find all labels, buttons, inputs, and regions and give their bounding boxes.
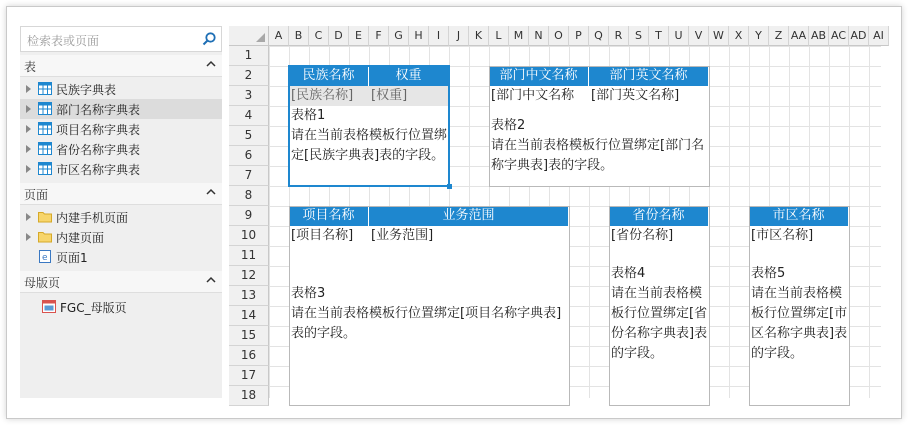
search-input[interactable]: 检索表或页面: [27, 34, 100, 48]
section-pages-header[interactable]: [20, 183, 222, 205]
t2-header-cell[interactable]: 部门中文名称: [489, 66, 589, 86]
column-header[interactable]: K: [469, 26, 489, 46]
t3-note[interactable]: [289, 246, 569, 398]
column-header[interactable]: AA: [789, 26, 809, 46]
page-icon: [38, 250, 52, 263]
expand-arrow-icon[interactable]: [26, 233, 31, 241]
expand-arrow-icon[interactable]: [26, 85, 31, 93]
column-header[interactable]: H: [409, 26, 429, 46]
sidebar-item-table[interactable]: [20, 99, 222, 119]
t1-field-cell[interactable]: [民族名称]: [289, 86, 369, 106]
column-header[interactable]: T: [649, 26, 669, 46]
row-header[interactable]: 4: [229, 106, 269, 126]
search-icon[interactable]: [201, 31, 217, 47]
master-page-icon: [42, 300, 56, 313]
row-header[interactable]: 18: [229, 386, 269, 406]
column-header[interactable]: X: [729, 26, 749, 46]
column-header[interactable]: AC: [829, 26, 849, 46]
column-header[interactable]: U: [669, 26, 689, 46]
row-header[interactable]: 15: [229, 326, 269, 346]
search-box[interactable]: [20, 26, 222, 52]
sidebar-item-table[interactable]: [20, 159, 222, 179]
column-header[interactable]: A: [269, 26, 289, 46]
svg-text:e: e: [42, 253, 48, 263]
corner-triangle-icon: [256, 33, 265, 42]
row-header[interactable]: 13: [229, 286, 269, 306]
column-header[interactable]: R: [609, 26, 629, 46]
chevron-up-icon[interactable]: [206, 59, 216, 69]
t3-note-text: 表格3 请在当前表格模板行位置绑定[项目名称字典表]表的字段。: [291, 286, 562, 341]
sidebar-item-label: 部门名称字典表: [56, 103, 141, 117]
table-icon: [38, 122, 52, 135]
t3-field-cell[interactable]: [业务范围]: [369, 226, 569, 246]
column-header[interactable]: W: [709, 26, 729, 46]
column-header[interactable]: F: [369, 26, 389, 46]
column-header[interactable]: E: [349, 26, 369, 46]
t1-header-cell[interactable]: 民族名称: [289, 66, 369, 86]
row-header[interactable]: 17: [229, 366, 269, 386]
t3-header-cell[interactable]: 业务范围: [369, 206, 569, 226]
folder-icon: [38, 230, 52, 243]
column-header[interactable]: AI: [869, 26, 889, 46]
column-header[interactable]: AB: [809, 26, 829, 46]
t3-field-cell[interactable]: [项目名称]: [289, 226, 369, 246]
cell-area[interactable]: [269, 46, 881, 398]
column-header[interactable]: P: [569, 26, 589, 46]
sidebar-item-label: 省份名称字典表: [56, 143, 141, 157]
expand-arrow-icon[interactable]: [26, 213, 31, 221]
row-header[interactable]: 14: [229, 306, 269, 326]
sidebar-item-label: 民族字典表: [56, 83, 117, 97]
row-header[interactable]: 1: [229, 46, 269, 66]
t4-note-text: 表格4 请在当前表格模板行位置绑定[省份名称字典表]表的字段。: [611, 266, 708, 361]
column-header[interactable]: O: [549, 26, 569, 46]
row-header[interactable]: 3: [229, 86, 269, 106]
t5-note-text: 表格5 请在当前表格模板行位置绑定[市区名称字典表]表的字段。: [751, 266, 848, 361]
column-header[interactable]: M: [509, 26, 529, 46]
row-header[interactable]: 8: [229, 186, 269, 206]
expand-arrow-icon[interactable]: [26, 105, 31, 113]
t1-note-text: 表格1 请在当前表格模板行位置绑定[民族字典表]表的字段。: [291, 108, 448, 163]
t1-field-cell[interactable]: [权重]: [369, 86, 449, 106]
t2-field-cell[interactable]: [部门中文名称: [489, 86, 589, 106]
t4-header-cell[interactable]: 省份名称: [609, 206, 709, 226]
row-header[interactable]: 2: [229, 66, 269, 86]
sidebar: [20, 26, 222, 398]
row-header[interactable]: 10: [229, 226, 269, 246]
t2-note-text: 表格2 请在当前表格模板行位置绑定[部门名称字典表]表的字段。: [491, 118, 705, 173]
sidebar-item-page-folder[interactable]: [20, 207, 222, 227]
t1-note[interactable]: [289, 106, 449, 186]
section-master-header[interactable]: [20, 271, 222, 293]
column-header[interactable]: C: [309, 26, 329, 46]
row-header[interactable]: 6: [229, 146, 269, 166]
t2-header-cell[interactable]: 部门英文名称: [589, 66, 709, 86]
sidebar-item-label: 页面1: [56, 251, 88, 265]
section-pages-title: 页面: [24, 188, 49, 202]
section-tables-header[interactable]: [20, 55, 222, 77]
row-header[interactable]: 5: [229, 126, 269, 146]
section-tables-title: 表: [24, 60, 37, 74]
selection-handle[interactable]: [447, 184, 452, 189]
select-all-corner[interactable]: [229, 26, 269, 46]
column-header[interactable]: Q: [589, 26, 609, 46]
t5-note[interactable]: [749, 246, 849, 398]
column-header[interactable]: AD: [849, 26, 869, 46]
row-header[interactable]: 11: [229, 246, 269, 266]
column-header[interactable]: N: [529, 26, 549, 46]
sidebar-item-label: FGC_母版页: [60, 301, 127, 315]
sidebar-item-label: 内建页面: [56, 231, 105, 245]
row-header[interactable]: 16: [229, 346, 269, 366]
t4-note[interactable]: [609, 246, 709, 398]
t2-note[interactable]: [489, 106, 709, 186]
sidebar-item-table[interactable]: [20, 79, 222, 99]
sidebar-item-table[interactable]: [20, 139, 222, 159]
column-header[interactable]: V: [689, 26, 709, 46]
chevron-up-icon[interactable]: [206, 275, 216, 285]
section-master-title: 母版页: [24, 276, 61, 290]
sidebar-item-label: 内建手机页面: [56, 211, 129, 225]
column-header[interactable]: L: [489, 26, 509, 46]
sidebar-item-label: 市区名称字典表: [56, 163, 141, 177]
sidebar-item-page[interactable]: [20, 247, 222, 267]
table-icon: [38, 142, 52, 155]
column-header[interactable]: J: [449, 26, 469, 46]
column-header[interactable]: G: [389, 26, 409, 46]
t2-field-cell[interactable]: [部门英文名称]: [589, 86, 709, 106]
t4-field-cell[interactable]: [省份名称]: [609, 226, 709, 246]
t5-field-cell[interactable]: [市区名称]: [749, 226, 849, 246]
column-header[interactable]: B: [289, 26, 309, 46]
expand-arrow-icon[interactable]: [26, 125, 31, 133]
column-header[interactable]: Z: [769, 26, 789, 46]
t5-header-cell[interactable]: 市区名称: [749, 206, 849, 226]
t3-header-cell[interactable]: 项目名称: [289, 206, 369, 226]
row-header[interactable]: 12: [229, 266, 269, 286]
table-icon: [38, 102, 52, 115]
chevron-up-icon[interactable]: [206, 187, 216, 197]
sidebar-item-page-folder[interactable]: [20, 227, 222, 247]
sidebar-item-table[interactable]: [20, 119, 222, 139]
column-header[interactable]: S: [629, 26, 649, 46]
sidebar-item-master-page[interactable]: [20, 297, 222, 317]
expand-arrow-icon[interactable]: [26, 165, 31, 173]
column-header[interactable]: Y: [749, 26, 769, 46]
table-icon: [38, 82, 52, 95]
row-header[interactable]: 7: [229, 166, 269, 186]
expand-arrow-icon[interactable]: [26, 145, 31, 153]
table-icon: [38, 162, 52, 175]
sidebar-item-label: 项目名称字典表: [56, 123, 141, 137]
spreadsheet-grid[interactable]: [229, 26, 884, 402]
t1-header-cell[interactable]: 权重: [369, 66, 449, 86]
row-header[interactable]: 9: [229, 206, 269, 226]
folder-icon: [38, 210, 52, 223]
column-header[interactable]: I: [429, 26, 449, 46]
column-header[interactable]: D: [329, 26, 349, 46]
